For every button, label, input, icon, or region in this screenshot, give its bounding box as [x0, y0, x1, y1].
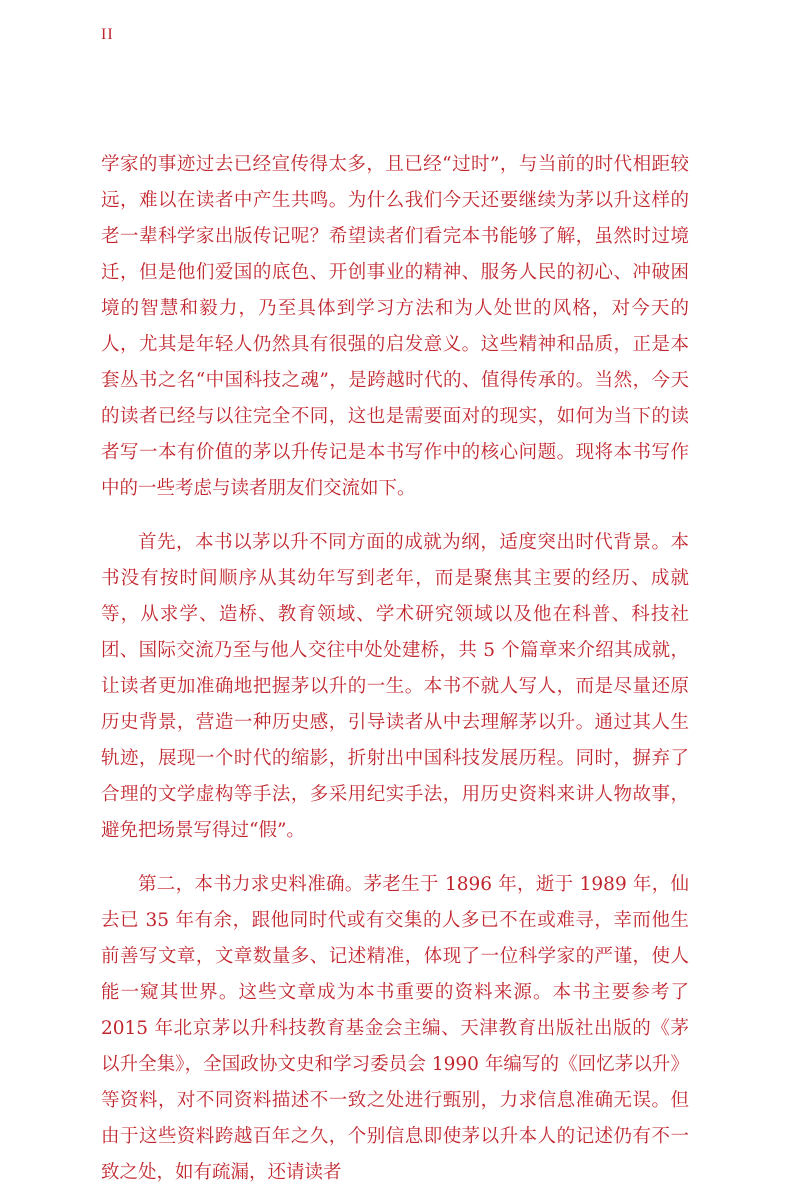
paragraph-second-point: 第二，本书力求史料准确。茅老生于 1896 年，逝于 1989 年，仙去已 35 年有余，跟他同时代或有交集的人多已不在或难寻，幸而他生前善写文章，文章数量多、记述精准，体现了一位科学家的严谨，使人能一窥其世界。这些文章成为本书重要的资料来源。本书主要参考了 2015 年北京茅以升科技教育基金会主编、天津教育出版社出版的《茅以升全集》，全国政协文史和学习委员会 1990 年编写的《回忆茅以升》等资料，对不同资料描述不一致之处进行甄别，力求信息准确无误。但由于这些资料跨越百年之久，个别信息即使茅以升本人的记述仍有不一致之处，如有疏漏，还请读者 — [101, 874, 689, 1183]
paragraph-first-point: 首先，本书以茅以升不同方面的成就为纲，适度突出时代背景。本书没有按时间顺序从其幼年写到老年，而是聚焦其主要的经历、成就等，从求学、造桥、教育领域、学术研究领域以及他在科普、科技社团、国际交流乃至与他人交往中处处建桥，共 5 个篇章来介绍其成就，让读者更加准确地把握茅以升的一生。本书不就人写人，而是尽量还原历史背景，营造一种历史感，引导读者从中去理解茅以升。通过其人生轨迹，展现一个时代的缩影，折射出中国科技发展历程。同时，摒弃了合理的文学虚构等手法，多采用纪实手法，用历史资料来讲人物故事，避免把场景写得过“假”。 — [101, 532, 689, 841]
page-number: II — [101, 26, 114, 43]
paragraph-continued-preface: 学家的事迹过去已经宣传得太多，且已经“过时”，与当前的时代相距较远，难以在读者中产生共鸣。为什么我们今天还要继续为茅以升这样的老一辈科学家出版传记呢？希望读者们看完本书能够了解，虽然时过境迁，但是他们爱国的底色、开创事业的精神、服务人民的初心、冲破困境的智慧和毅力，乃至具体到学习方法和为人处世的风格，对今天的人，尤其是年轻人仍然具有很强的启发意义。这些精神和品质，正是本套丛书之名“中国科技之魂”，是跨越时代的、值得传承的。当然，今天的读者已经与以往完全不同，这也是需要面对的现实，如何为当下的读者写一本有价值的茅以升传记是本书写作中的核心问题。现将本书写作中的一些考虑与读者朋友们交流如下。 — [101, 154, 689, 499]
body-text — [101, 147, 689, 1191]
